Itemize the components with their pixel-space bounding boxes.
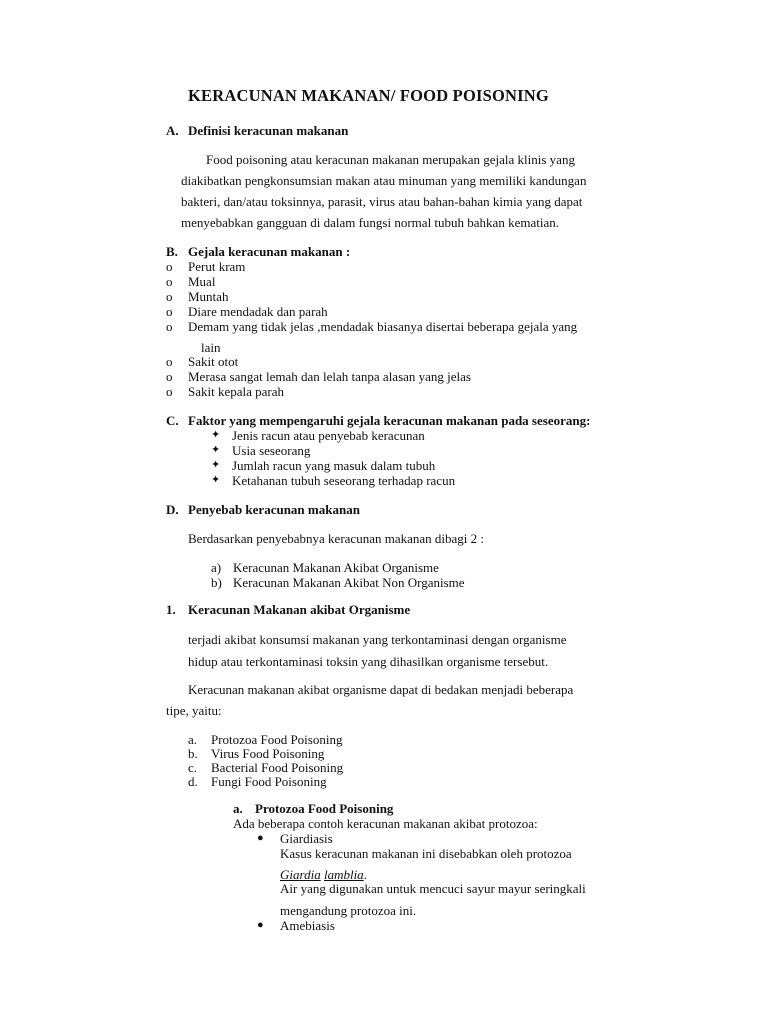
- paragraph-line: tipe, yaitu:: [166, 703, 222, 718]
- type-item: Virus Food Poisoning: [211, 746, 325, 761]
- paragraph-line: terjadi akibat konsumsi makanan yang terkontaminasi dengan organisme: [188, 632, 567, 647]
- definition-line: menyebabkan gangguan di dalam fungsi normal tubuh bahkan kematian.: [181, 215, 559, 230]
- symptom-item: Sakit otot: [188, 354, 239, 369]
- definition-line: Food poisoning atau keracunan makanan merupakan gejala klinis yang: [206, 152, 575, 167]
- example-line: Kasus keracunan makanan ini disebabkan oleh protozoa: [280, 846, 572, 861]
- star-bullet-icon: ✦: [211, 459, 221, 471]
- definition-line: bakteri, dan/atau toksinnya, parasit, virus atau bahan-bahan kimia yang dapat: [181, 194, 583, 209]
- section-b-marker: B.: [166, 244, 178, 259]
- cause-item: Keracunan Makanan Akibat Non Organisme: [233, 575, 465, 590]
- section-d-heading: Penyebab keracunan makanan: [188, 502, 360, 517]
- section-1-heading: Keracunan Makanan akibat Organisme: [188, 602, 411, 617]
- bullet-o: o: [166, 369, 173, 384]
- type-item: Fungi Food Poisoning: [211, 774, 327, 789]
- section-a-heading: Definisi keracunan makanan: [188, 123, 349, 138]
- section-d-marker: D.: [166, 502, 179, 517]
- section-b-heading: Gejala keracunan makanan :: [188, 244, 351, 259]
- example-name: Amebiasis: [280, 918, 335, 933]
- bullet-o: o: [166, 259, 173, 274]
- section-c-marker: C.: [166, 413, 179, 428]
- type-item: Protozoa Food Poisoning: [211, 732, 343, 747]
- subsection-marker: a.: [233, 801, 243, 816]
- factor-item: Jenis racun atau penyebab keracunan: [232, 428, 425, 443]
- section-1-marker: 1.: [166, 602, 176, 617]
- section-a-marker: A.: [166, 123, 179, 138]
- subsection-heading: Protozoa Food Poisoning: [255, 801, 394, 816]
- type-marker: c.: [188, 760, 198, 775]
- organism-name: [280, 867, 367, 882]
- symptom-item: Perut kram: [188, 259, 246, 274]
- bullet-o: o: [166, 274, 173, 289]
- definition-line: diakibatkan pengkonsumsian makan atau minuman yang memiliki kandungan: [181, 173, 587, 188]
- type-item: Bacterial Food Poisoning: [211, 760, 344, 775]
- symptom-item: Demam yang tidak jelas ,mendadak biasanya disertai beberapa gejala yang: [188, 319, 578, 334]
- bullet-dot-icon: ●: [257, 919, 264, 931]
- factor-item: Usia seseorang: [232, 443, 311, 458]
- type-marker: d.: [188, 774, 198, 789]
- symptom-item: Sakit kepala parah: [188, 384, 285, 399]
- cause-marker: a): [211, 560, 222, 575]
- paragraph-line: Keracunan makanan akibat organisme dapat di bedakan menjadi beberapa: [188, 682, 574, 697]
- symptom-item-continuation: lain: [201, 340, 221, 355]
- star-bullet-icon: ✦: [211, 429, 221, 441]
- bullet-o: o: [166, 289, 173, 304]
- genus-name: Giardia: [280, 867, 321, 882]
- cause-marker: b): [211, 575, 222, 590]
- star-bullet-icon: ✦: [211, 444, 221, 456]
- type-marker: b.: [188, 746, 198, 761]
- bullet-dot-icon: ●: [257, 832, 264, 844]
- factor-item: Jumlah racun yang masuk dalam tubuh: [232, 458, 436, 473]
- cause-item: Keracunan Makanan Akibat Organisme: [233, 560, 439, 575]
- bullet-o: o: [166, 319, 173, 334]
- bullet-o: o: [166, 304, 173, 319]
- type-marker: a.: [188, 732, 198, 747]
- star-bullet-icon: ✦: [211, 474, 221, 486]
- symptom-item: Muntah: [188, 289, 229, 304]
- example-line: mengandung protozoa ini.: [280, 903, 417, 918]
- symptom-item: Mual: [188, 274, 216, 289]
- section-d-intro: Berdasarkan penyebabnya keracunan makanan dibagi 2 :: [188, 531, 484, 546]
- bullet-o: o: [166, 384, 173, 399]
- symptom-item: Diare mendadak dan parah: [188, 304, 328, 319]
- period: .: [363, 867, 367, 882]
- example-line: Air yang digunakan untuk mencuci sayur mayur seringkali: [280, 881, 586, 896]
- symptom-item: Merasa sangat lemah dan lelah tanpa alasan yang jelas: [188, 369, 471, 384]
- section-c-heading: Faktor yang mempengaruhi gejala keracunan makanan pada seseorang:: [188, 413, 591, 428]
- subsection-intro: Ada beberapa contoh keracunan makanan akibat protozoa:: [233, 816, 538, 831]
- page-title: KERACUNAN MAKANAN/ FOOD POISONING: [188, 86, 549, 105]
- bullet-o: o: [166, 354, 173, 369]
- species-name: lamblia: [323, 867, 364, 882]
- factor-item: Ketahanan tubuh seseorang terhadap racun: [232, 473, 456, 488]
- paragraph-line: hidup atau terkontaminasi toksin yang dihasilkan organisme tersebut.: [188, 654, 549, 669]
- example-name: Giardiasis: [280, 831, 333, 846]
